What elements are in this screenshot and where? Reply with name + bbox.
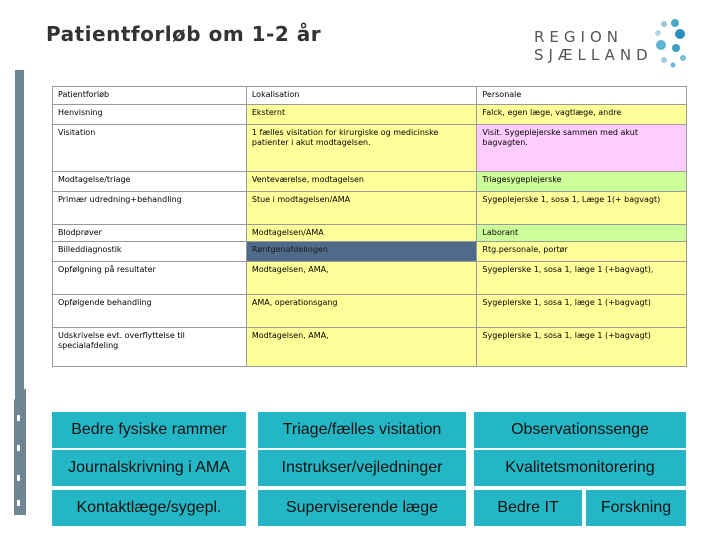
table-cell: Eksternt: [246, 105, 477, 125]
table-cell: Røntgenafdelingen: [246, 242, 477, 262]
improvement-box: Journalskrivning i AMA: [52, 450, 246, 486]
table-cell: Sygeplerske 1, sosa 1, læge 1 (+bagvagt): [477, 328, 687, 367]
table-row: [53, 262, 687, 295]
table-row: [53, 225, 687, 242]
improvement-box: Kontaktlæge/sygepl.: [52, 490, 246, 526]
table-cell: Triagesygeplejerske: [477, 172, 687, 192]
page-title: Patientforløb om 1-2 år: [46, 22, 322, 46]
table-cell: Sygeplejerske 1, sosa 1, Læge 1(+ bagvagt): [477, 192, 687, 225]
table-row: [53, 172, 687, 192]
table-cell: Venteværelse, modtagelsen: [246, 172, 477, 192]
table-cell: Opfølgende behandling: [53, 295, 247, 328]
table-cell: Stue i modtagelsen/AMA: [246, 192, 477, 225]
table-cell: Visitation: [53, 125, 247, 172]
improvement-box: Kvalitetsmonitorering: [474, 450, 686, 486]
table-cell: Modtagelse/triage: [53, 172, 247, 192]
table-cell: Opfølgning på resultater: [53, 262, 247, 295]
table-cell: Modtagelsen, AMA,: [246, 262, 477, 295]
table-cell: AMA, operationsgang: [246, 295, 477, 328]
table-row: [53, 87, 687, 105]
table-cell: Blodprøver: [53, 225, 247, 242]
logo-text-region: REGION: [534, 28, 623, 46]
improvement-box: Forskning: [586, 490, 686, 526]
table-cell: Visit. Sygeplejerske sammen med akut bagvagten.: [477, 125, 687, 172]
table-cell: Sygeplerske 1, sosa 1, læge 1 (+bagvagt): [477, 295, 687, 328]
table-cell: Modtagelsen, AMA,: [246, 328, 477, 367]
table-row: [53, 192, 687, 225]
table-row: [53, 328, 687, 367]
improvement-box: Triage/fælles visitation: [258, 412, 466, 448]
table-cell: Falck, egen læge, vagtlæge, andre: [477, 105, 687, 125]
table-cell: Lokalisation: [246, 87, 477, 105]
improvement-box: Bedre fysiske rammer: [52, 412, 246, 448]
table-cell: Sygeplerske 1, sosa 1, læge 1 (+bagvagt),: [477, 262, 687, 295]
improvement-box: Superviserende læge: [258, 490, 466, 526]
improvement-box: Instrukser/vejledninger: [258, 450, 466, 486]
table-cell: Billeddiagnostik: [53, 242, 247, 262]
table-cell: 1 fælles visitation for kirurgiske og medicinske patienter i akut modtagelsen.: [246, 125, 477, 172]
table-cell: Udskrivelse evt. overflyttelse til specialafdeling: [53, 328, 247, 367]
improvement-box: Observationssenge: [474, 412, 686, 448]
table-cell: Modtagelsen/AMA: [246, 225, 477, 242]
improvement-box: Bedre IT: [474, 490, 582, 526]
table-cell: Primær udredning+behandling: [53, 192, 247, 225]
table-cell: Personale: [477, 87, 687, 105]
table-cell: Rtg.personale, portør: [477, 242, 687, 262]
table-row: [53, 295, 687, 328]
patient-flow-table: [52, 86, 687, 367]
table-row: [53, 242, 687, 262]
table-cell: Henvisning: [53, 105, 247, 125]
table-row: [53, 105, 687, 125]
table-cell: Laborant: [477, 225, 687, 242]
table-row: [53, 125, 687, 172]
logo-text-sjaelland: SJÆLLAND: [534, 46, 653, 64]
table-cell: Patientforløb: [53, 87, 247, 105]
timeline-arrow-icon: [14, 70, 28, 520]
logo-dots-icon: [650, 18, 690, 70]
